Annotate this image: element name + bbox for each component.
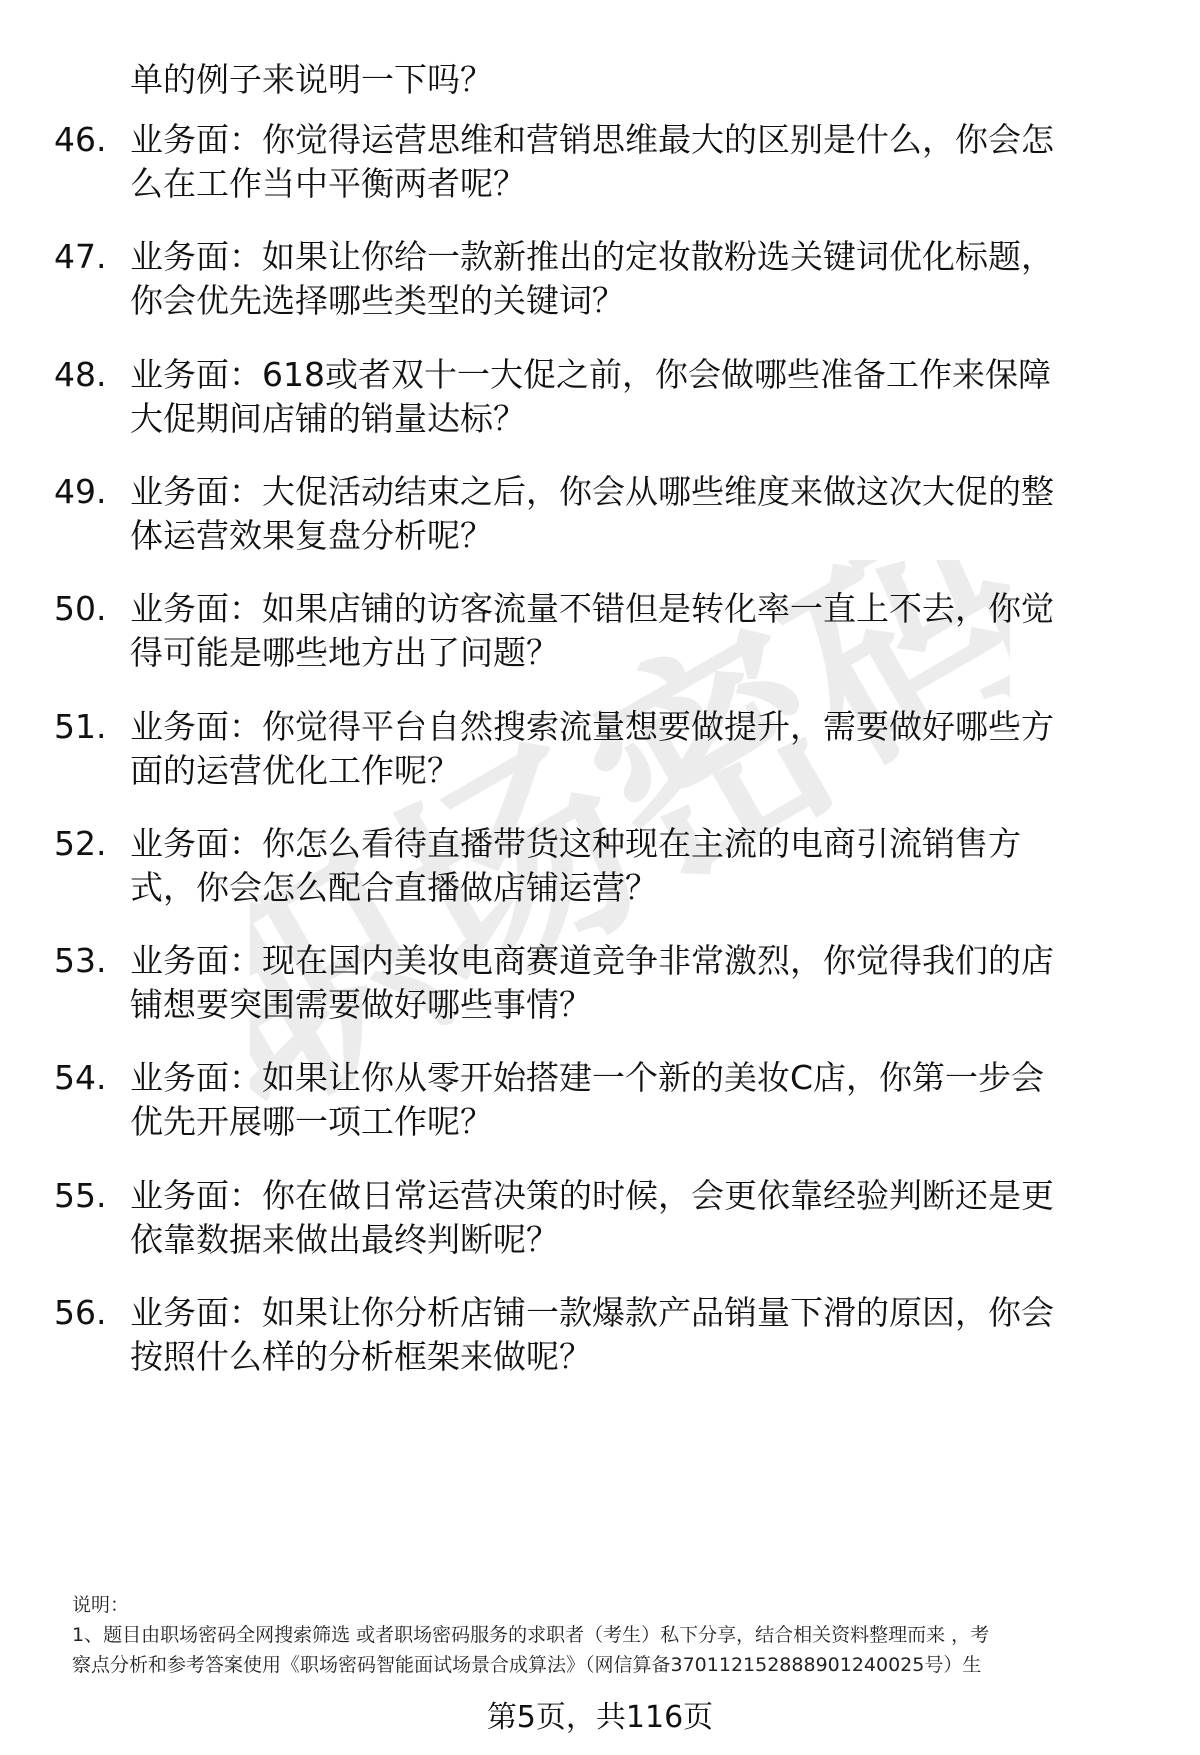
- question-text: [130, 1174, 1150, 1262]
- question-number: 49.: [54, 471, 107, 511]
- question-line: 面的运营优化工作呢？: [130, 750, 460, 790]
- question-text: [130, 470, 1150, 558]
- question-number: 54.: [54, 1058, 107, 1098]
- continuation-line: 单的例子来说明一下吗？: [130, 60, 493, 99]
- question-number: 52.: [54, 823, 107, 863]
- question-text: [130, 118, 1150, 206]
- question-line: 业务面：如果让你从零开始搭建一个新的美妆C店，你第一步会: [130, 1058, 1045, 1098]
- question-number: 56.: [54, 1293, 107, 1332]
- question-line: 业务面：现在国内美妆电商赛道竞争非常激烈，你觉得我们的店: [130, 941, 1054, 981]
- question-line: 么在工作当中平衡两者呢？: [130, 164, 526, 203]
- question-text: [130, 939, 1150, 1027]
- question-number: 50.: [54, 589, 107, 629]
- question-line: 式，你会怎么配合直播做店铺运营？: [130, 867, 658, 907]
- question-line: 业务面：你觉得运营思维和营销思维最大的区别是什么，你会怎: [130, 120, 1054, 159]
- notes-line: 1、题目由职场密码全网搜索筛选 或者职场密码服务的求职者（考生）私下分享，结合相关资料整理而来 ，考: [72, 1624, 990, 1646]
- question-line: 铺想要突围需要做好哪些事情？: [130, 985, 592, 1025]
- notes-heading: 说明：: [72, 1594, 130, 1616]
- question-line: 业务面：大促活动结束之后，你会从哪些维度来做这次大促的整: [130, 471, 1054, 511]
- question-line: 业务面：你觉得平台自然搜索流量想要做提升，需要做好哪些方: [130, 706, 1054, 746]
- question-line: 业务面：如果店铺的访客流量不错但是转化率一直上不去，你觉: [130, 589, 1054, 629]
- question-number: 46.: [54, 120, 107, 159]
- question-text: [130, 587, 1150, 675]
- question-number: 48.: [54, 354, 107, 394]
- notes-section: [72, 1590, 1162, 1680]
- svg-text:职场密码: 职场密码: [250, 560, 1010, 1120]
- question-line: 按照什么样的分析框架来做呢？: [130, 1337, 592, 1376]
- question-line: 你会优先选择哪些类型的关键词？: [130, 281, 625, 321]
- question-text: [130, 235, 1150, 323]
- question-line: 业务面：如果让你给一款新推出的定妆散粉选关键词优化标题，: [130, 237, 1054, 277]
- question-number: 55.: [54, 1175, 107, 1215]
- question-number: 51.: [54, 706, 107, 746]
- question-line: 大促期间店铺的销量达标？: [130, 398, 526, 438]
- question-line: 优先开展哪一项工作呢？: [130, 1102, 493, 1142]
- question-text: [130, 705, 1150, 793]
- question-text: [130, 1291, 1150, 1379]
- notes-line: 察点分析和参考答案使用《职场密码智能面试场景合成算法》（网信算备370112152888901240025号）生: [72, 1654, 982, 1676]
- question-number: 53.: [54, 941, 107, 981]
- question-line: 业务面：如果让你分析店铺一款爆款产品销量下滑的原因，你会: [130, 1293, 1054, 1332]
- question-line: 业务面：你怎么看待直播带货这种现在主流的电商引流销售方: [130, 823, 1021, 863]
- question-line: 体运营效果复盘分析呢？: [130, 515, 493, 555]
- question-text: [130, 1056, 1150, 1144]
- page-number: 第5页，共116页: [486, 1700, 714, 1735]
- question-line: 得可能是哪些地方出了问题？: [130, 633, 559, 673]
- question-text: [130, 822, 1150, 910]
- question-line: 依靠数据来做出最终判断呢？: [130, 1219, 559, 1259]
- question-number: 47.: [54, 237, 107, 277]
- question-line: 业务面：你在做日常运营决策的时候，会更依靠经验判断还是更: [130, 1175, 1054, 1215]
- question-text: [130, 353, 1150, 441]
- question-line: 业务面：618或者双十一大促之前，你会做哪些准备工作来保障: [130, 354, 1051, 394]
